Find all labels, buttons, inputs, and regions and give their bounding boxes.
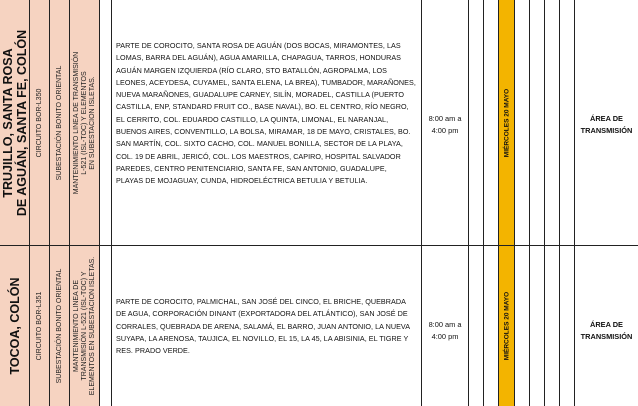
time-line: 4:00 pm (431, 332, 459, 341)
time-line: 8:00 am a (428, 320, 462, 329)
region-cell (0, 246, 30, 406)
work-description (73, 257, 97, 395)
day-cell (484, 0, 499, 245)
time-line: 4:00 pm (431, 126, 459, 135)
affected-areas-text: PARTE DE COROCITO, SANTA ROSA DE AGUÁN (DOS BOCAS, MIRAMONTES, LAS LOMAS, BARRA DEL AGUÁN), AGUA AMARILLA, CHAPAGUA, TARROS, HONDURAS AGUÁN MARGEN IZQUIERDA (RÍO CLARO, STO BATALLÓN, AGROPALMA, LOS LEONES, ACEYDESA, CUYAMEL, SANTA ELENA, LA BREA), TUMBADOR, MARAÑONES, NUEVA MARAÑONES, GUADALUPE CARNEY, SILÍN, MORADEL, CASTILLA (PUERTO CASTILLA, ENP, STANDARD FRUIT CO., BASE NAVAL), BO. EL CENTRO, RÍO NEGRO, EL CERRITO, COL. EDUARDO CASTILLO, LA QUINTA, LIMONAL, EL NARANJAL, BUENOS AIRES, CONVENTILLO, LA BOLSA, MIRAMAR, 18 DE MAYO, CRISTALES, BO. SAN MARTÍN, COL. SIXTO CACHO, COL. MANUEL BONILLA, SECTOR DE LA PLAYA, COL. 19 DE ABRIL, JERICÓ, COL. LOS MAESTROS, CAPIRO, HOSPITAL SALVADOR PAREDES, CENTRO PENITENCIARIO, SANTA FE, SAN ANTONIO, GUADALUPE, PLAYAS DE MOJAGUAY, CUNDA, HIDROELÉCTRICA BETULIA Y BETULIA. (116, 41, 416, 186)
department-line: TRANSMISIÓN (580, 126, 633, 135)
region-cell (0, 0, 30, 245)
day-cell (469, 0, 484, 245)
affected-areas-text: PARTE DE COROCITO, PALMICHAL, SAN JOSÉ DEL CINCO, EL BRICHE, QUEBRADA DE AGUA, CORPORACIÓN DINANT (EXPORTADORA DEL ATLÁNTICO), SAN JOSÉ DE CORRALES, QUEBRADA DE ARENA, SALAMÁ, EL BARRO, JUAN ANTONIO, LA NUEVA SUYAPA, LA ARENOSA, TAUJICA, EL NOVILLO, EL 15, LA 45, LA ABISINIA, EL TIGRE Y RES. PRADO VERDE. (116, 297, 410, 356)
substation-cell (50, 246, 70, 406)
day-cell (484, 246, 499, 406)
work-description-cell (70, 246, 100, 406)
region-line: TOCOA, COLÓN (7, 277, 22, 375)
work-line: L-521 (ISL-TOC) Y ELEMENTOS (80, 70, 88, 175)
work-description (73, 51, 97, 194)
spacer-cell (100, 0, 112, 245)
schedule-time-cell (422, 246, 469, 406)
schedule-time (422, 113, 468, 137)
schedule-time (422, 319, 468, 343)
department-line: TRANSMISIÓN (580, 332, 633, 341)
work-line: TRANSMISIÓN L-521 (ISL-TOC) Y (80, 271, 88, 381)
day-cell (560, 0, 575, 245)
day-cell (530, 0, 545, 245)
work-line: MANTENIMIENTO LINEA DE (72, 279, 80, 373)
day-cell (545, 0, 560, 245)
day-cell (469, 246, 484, 406)
date-cell (499, 246, 515, 406)
date-label: MIÉRCOLES 20 MAYO (503, 291, 510, 361)
day-cell (515, 246, 530, 406)
time-line: 8:00 am a (428, 114, 462, 123)
work-line: ELEMENTOS EN SUBESTACION ISLETAS. (88, 256, 96, 396)
department-cell (575, 246, 638, 406)
substation-cell (50, 0, 70, 245)
circuit-label: CIRCUITO BOR-L350 (35, 88, 43, 157)
department-label (575, 319, 638, 343)
region-label (8, 278, 22, 375)
region-label (1, 29, 29, 215)
table-row (0, 246, 638, 406)
region-line: TRUJILLO, SANTA ROSA (0, 47, 15, 198)
affected-areas-cell (112, 246, 422, 406)
work-description-cell (70, 0, 100, 245)
department-line: ÁREA DE (590, 320, 623, 329)
substation-label: SUBESTACIÓN BONITO ORIENTAL (55, 268, 63, 384)
circuit-cell (30, 0, 50, 245)
work-line: EN SUBESTACION ISLETAS. (88, 75, 96, 170)
spacer-cell (100, 246, 112, 406)
department-label (575, 113, 638, 137)
date-cell (499, 0, 515, 245)
circuit-cell (30, 246, 50, 406)
work-line: MANTENIMIENTO LINEA DE TRANSMISIÓN (72, 51, 80, 194)
circuit-label: CIRCUITO BOR-L351 (35, 291, 43, 361)
day-cell (530, 246, 545, 406)
day-cell (560, 246, 575, 406)
day-cell (545, 246, 560, 406)
date-label: MIÉRCOLES 20 MAYO (503, 88, 510, 157)
day-cell (515, 0, 530, 245)
substation-label: SUBESTACIÓN BONITO ORIENTAL (55, 65, 63, 180)
region-line: DE AGUÁN, SANTA FE, COLÓN (14, 29, 29, 216)
schedule-time-cell (422, 0, 469, 245)
affected-areas-cell (112, 0, 422, 245)
department-cell (575, 0, 638, 245)
department-line: ÁREA DE (590, 114, 623, 123)
